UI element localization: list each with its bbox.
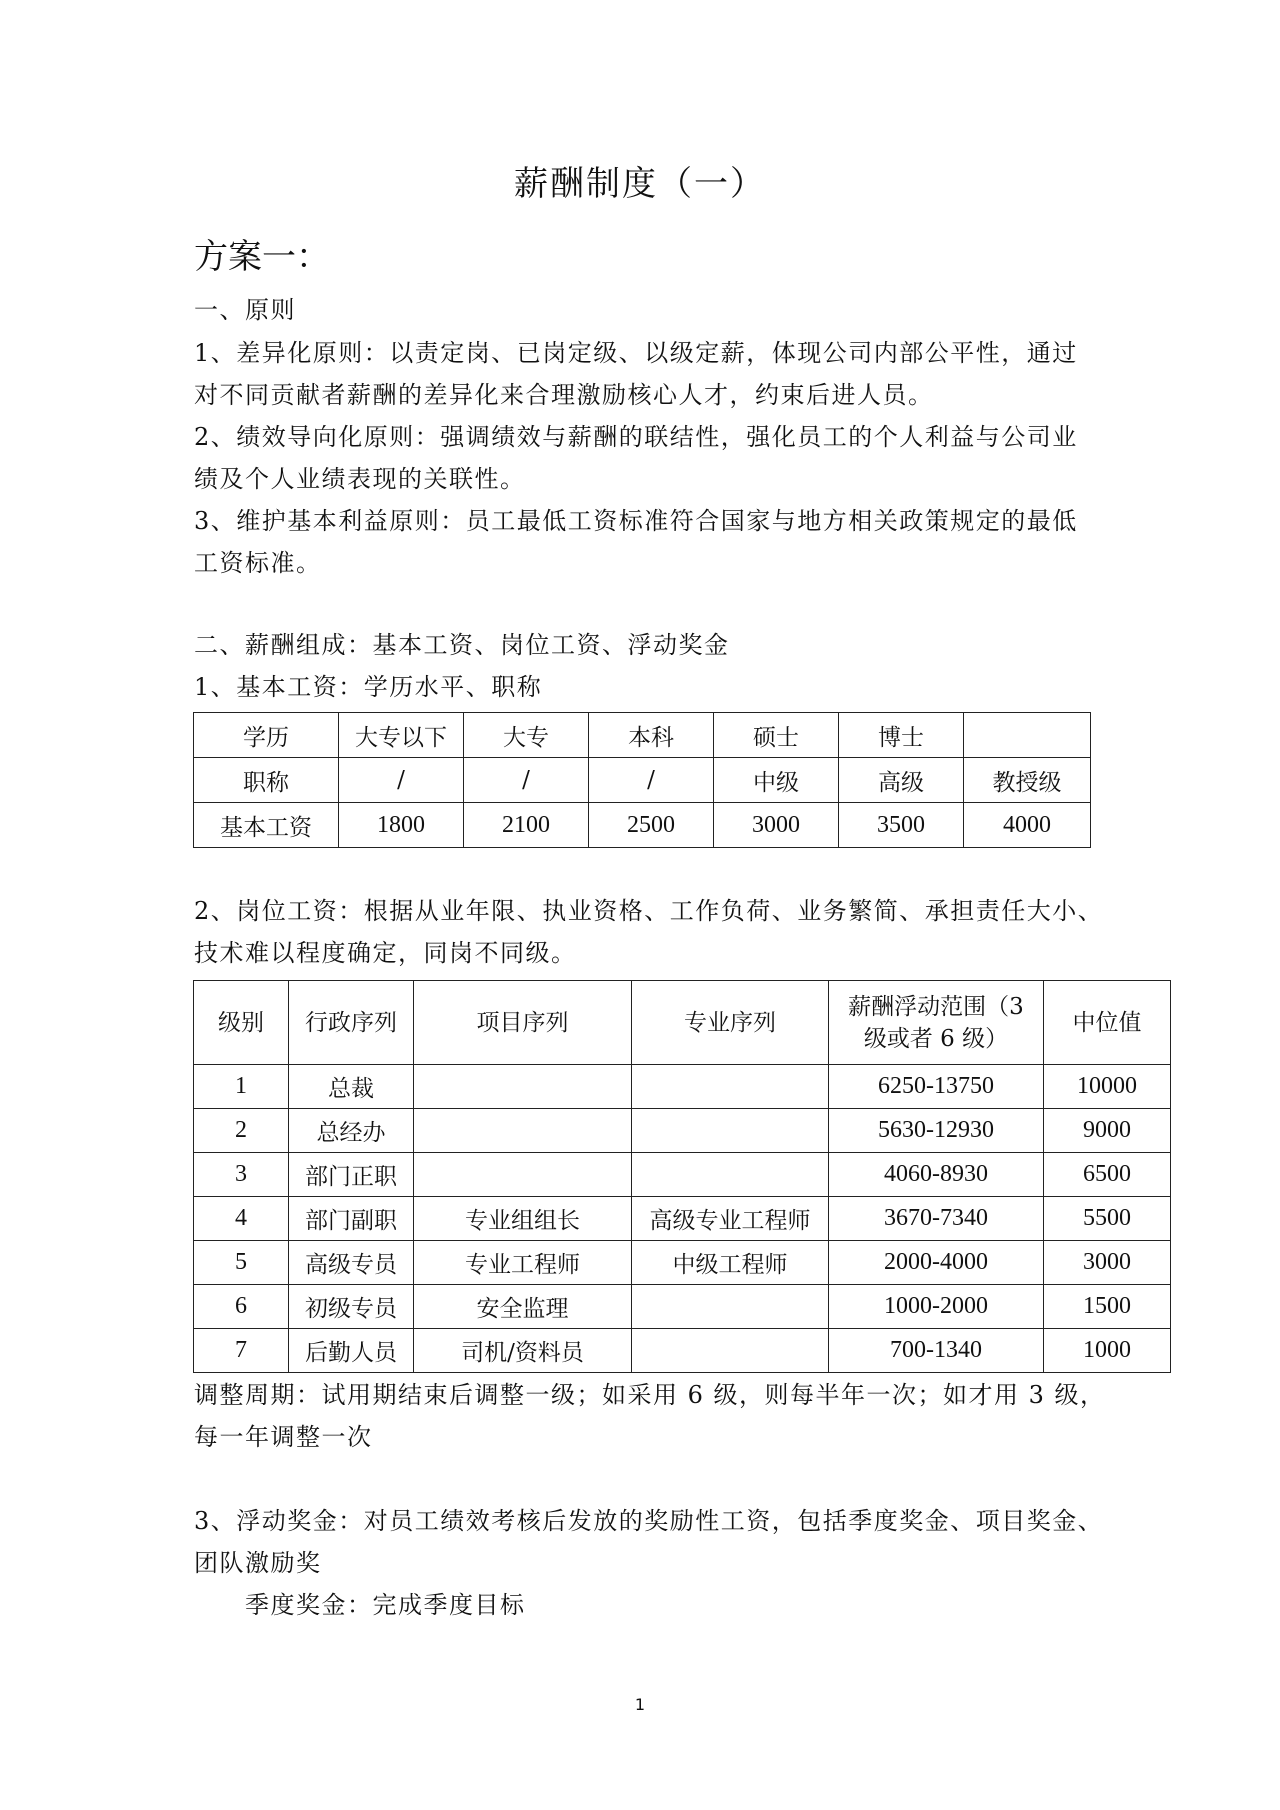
table-cell [414,1153,632,1197]
table-cell: 9000 [1044,1109,1171,1153]
table-cell: 1500 [1044,1285,1171,1329]
table-cell: 1000 [1044,1329,1171,1373]
table-cell: / [339,758,464,803]
column-header-line: 级或者 6 级） [863,1025,1009,1052]
table-row [194,1065,1171,1109]
principle-2-line-1: 2、绩效导向化原则：强调绩效与薪酬的联结性，强化员工的个人利益与公司业 [194,423,1078,451]
table-cell: 基本工资 [194,803,339,848]
column-header: 级别 [194,981,289,1065]
principle-2-line-2: 绩及个人业绩表现的关联性。 [194,465,526,493]
table-cell: 后勤人员 [289,1329,414,1373]
table-cell: 中级工程师 [632,1241,829,1285]
table-cell: 1800 [339,803,464,848]
table-cell: / [464,758,589,803]
bonus-heading-line-2: 团队激励奖 [194,1549,322,1577]
table-cell: 2100 [464,803,589,848]
table-cell: 4000 [964,803,1091,848]
principle-1-line-2: 对不同贡献者薪酬的差异化来合理激励核心人才，约束后进人员。 [194,381,934,409]
table-row [194,1329,1171,1373]
table-cell: 700-1340 [829,1329,1044,1373]
table-row [194,1241,1171,1285]
table-row [194,1153,1171,1197]
quarterly-bonus-line: 季度奖金：完成季度目标 [245,1591,526,1619]
table-cell: 学历 [194,713,339,758]
table-header-row [194,981,1171,1065]
table-cell: 6500 [1044,1153,1171,1197]
table-cell: 中级 [714,758,839,803]
table-cell: 4060-8930 [829,1153,1044,1197]
table-cell [632,1065,829,1109]
table-cell: 2500 [589,803,714,848]
bonus-heading-line-1: 3、浮动奖金：对员工绩效考核后发放的奖励性工资，包括季度奖金、项目奖金、 [194,1507,1104,1535]
table-cell: 高级专业工程师 [632,1197,829,1241]
table-cell: 专业组组长 [414,1197,632,1241]
table-cell: 3500 [839,803,964,848]
post-salary-heading-line-2: 技术难以程度确定，同岗不同级。 [194,939,577,967]
table-cell: 1000-2000 [829,1285,1044,1329]
table-cell: 6 [194,1285,289,1329]
table-cell: 高级 [839,758,964,803]
adjustment-period-line-2: 每一年调整一次 [194,1423,373,1451]
table-cell: 5630-12930 [829,1109,1044,1153]
document-title: 薪酬制度（一） [514,164,766,204]
table-cell [632,1285,829,1329]
table-cell: 7 [194,1329,289,1373]
column-header: 项目序列 [414,981,632,1065]
table-cell: 高级专员 [289,1241,414,1285]
table-cell: 3000 [714,803,839,848]
table-cell [414,1065,632,1109]
table-cell [632,1109,829,1153]
scheme-heading: 方案一： [194,237,330,277]
principle-1-line-1: 1、差异化原则：以责定岗、已岗定级、以级定薪，体现公司内部公平性，通过 [194,339,1078,367]
base-salary-heading: 1、基本工资：学历水平、职称 [194,673,543,701]
table-cell: 2000-4000 [829,1241,1044,1285]
column-header: 行政序列 [289,981,414,1065]
column-header [829,981,1044,1065]
column-header-line: 薪酬浮动范围（3 [848,993,1024,1020]
table-cell: 10000 [1044,1065,1171,1109]
table-cell: / [589,758,714,803]
table-cell: 1 [194,1065,289,1109]
table-cell: 3670-7340 [829,1197,1044,1241]
table-cell [632,1329,829,1373]
table-cell: 博士 [839,713,964,758]
post-salary-heading-line-1: 2、岗位工资：根据从业年限、执业资格、工作负荷、业务繁简、承担责任大小、 [194,897,1104,925]
table-cell: 硕士 [714,713,839,758]
section-composition-heading: 二、薪酬组成：基本工资、岗位工资、浮动奖金 [194,631,730,659]
table-row [194,1109,1171,1153]
table-cell: 6250-13750 [829,1065,1044,1109]
table-cell: 5 [194,1241,289,1285]
table-cell [632,1153,829,1197]
table-cell: 司机/资料员 [414,1329,632,1373]
table-cell: 本科 [589,713,714,758]
base-salary-table [193,712,1091,848]
table-cell: 部门副职 [289,1197,414,1241]
table-row [194,1197,1171,1241]
table-cell: 3 [194,1153,289,1197]
adjustment-period-line-1: 调整周期：试用期结束后调整一级；如采用 6 级，则每半年一次；如才用 3 级， [194,1381,1106,1409]
table-cell: 安全监理 [414,1285,632,1329]
table-row [194,713,1091,758]
table-cell: 总经办 [289,1109,414,1153]
table-cell: 4 [194,1197,289,1241]
table-cell: 专业工程师 [414,1241,632,1285]
table-cell [414,1109,632,1153]
post-salary-table [193,980,1171,1373]
principle-3-line-1: 3、维护基本利益原则：员工最低工资标准符合国家与地方相关政策规定的最低 [194,507,1078,535]
table-row [194,803,1091,848]
table-cell: 3000 [1044,1241,1171,1285]
table-cell: 总裁 [289,1065,414,1109]
principle-3-line-2: 工资标准。 [194,549,322,577]
table-row [194,758,1091,803]
table-cell: 教授级 [964,758,1091,803]
page-number: 1 [634,1695,646,1714]
table-row [194,1285,1171,1329]
table-cell: 职称 [194,758,339,803]
table-cell: 5500 [1044,1197,1171,1241]
table-cell: 部门正职 [289,1153,414,1197]
column-header: 专业序列 [632,981,829,1065]
table-cell: 初级专员 [289,1285,414,1329]
table-cell: 2 [194,1109,289,1153]
table-cell: 大专以下 [339,713,464,758]
column-header: 中位值 [1044,981,1171,1065]
table-cell [964,713,1091,758]
section-principles-heading: 一、原则 [194,296,296,324]
table-cell: 大专 [464,713,589,758]
